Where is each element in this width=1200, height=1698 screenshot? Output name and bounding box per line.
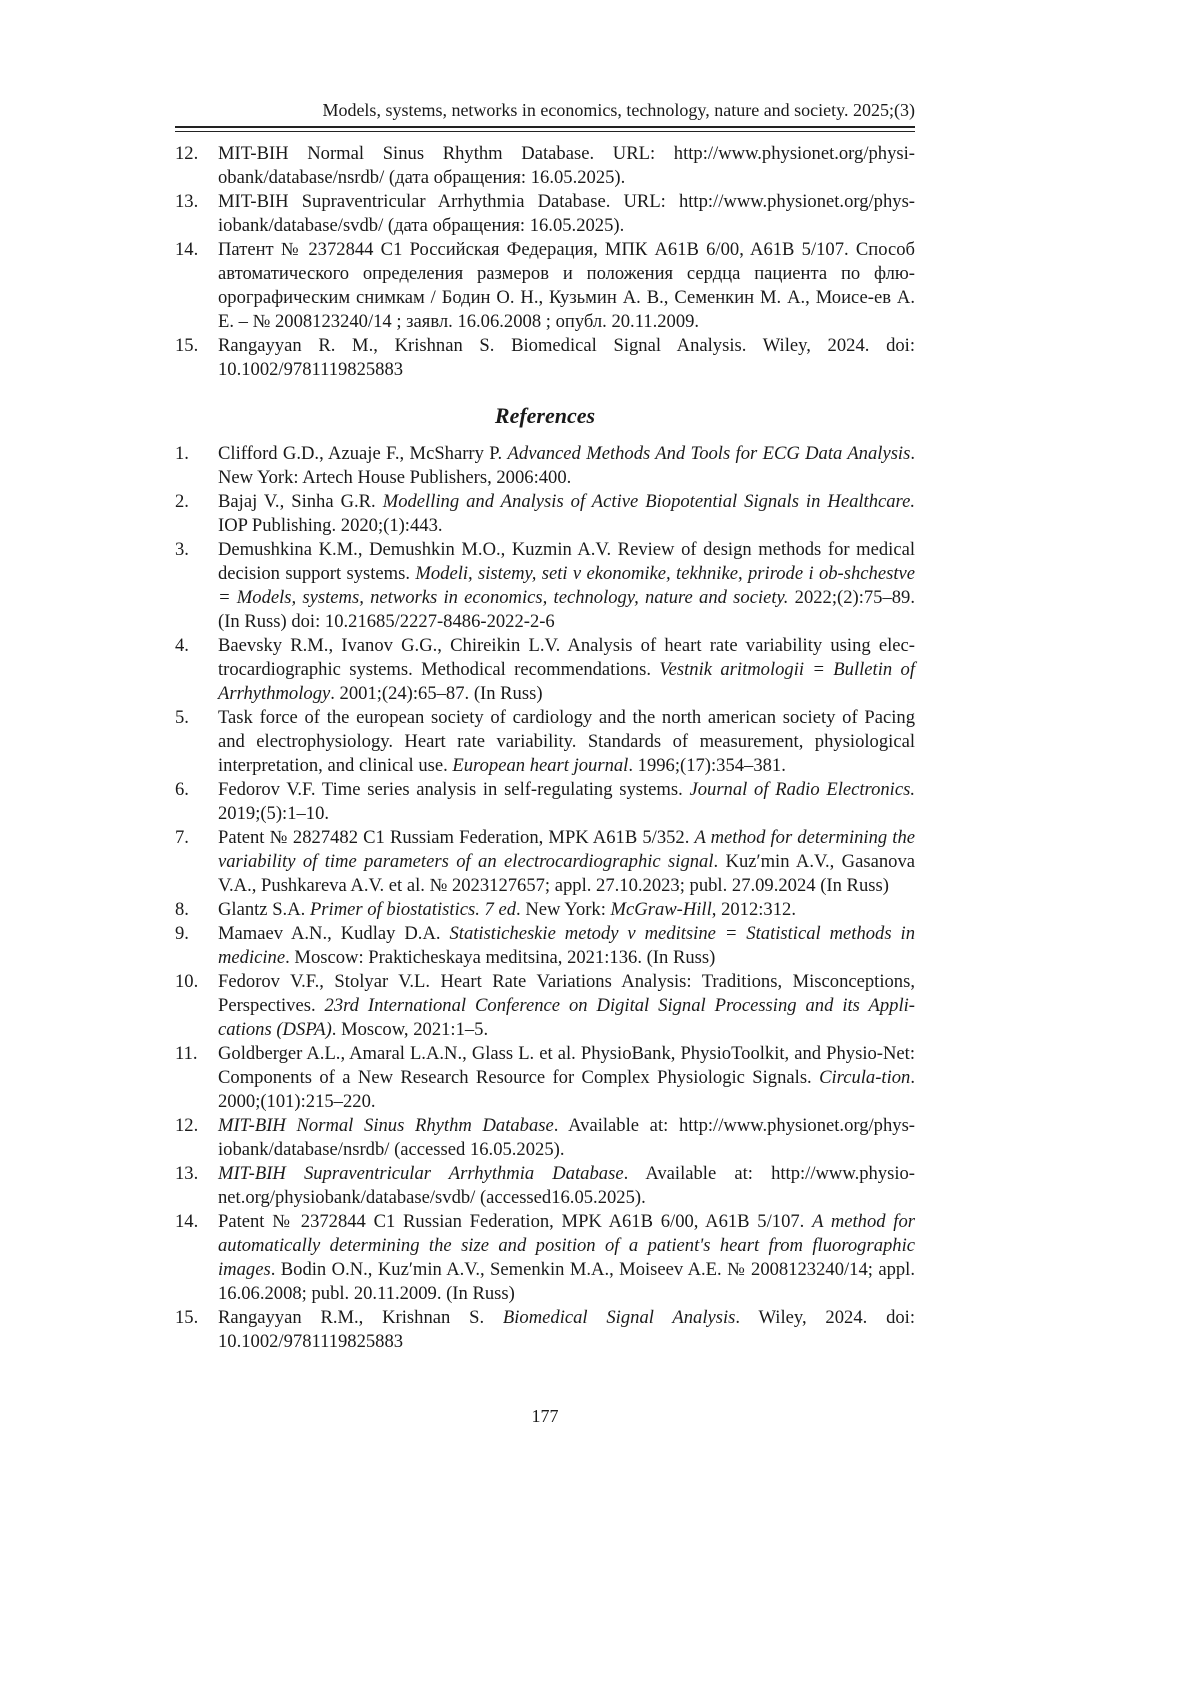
reference-text: Fedorov V.F. Time series analysis in self-regulating systems. xyxy=(218,779,690,800)
reference-title-italic: Vestnik aritmologii = Bulletin of Arrhythmology xyxy=(218,659,915,704)
reference-item xyxy=(175,334,915,382)
reference-text: 2019;(5):1–10. xyxy=(218,803,330,824)
reference-text: . 1996;(17):354–381. xyxy=(628,755,786,776)
reference-title-italic: 23rd International Conference on Digital Signal Processing and its Appli-cations (DSPA) xyxy=(218,995,915,1040)
reference-text: 2022;(2):75–89. (In Russ) doi: 10.21685/2227-8486-2022-2-6 xyxy=(218,587,915,632)
reference-text: Patent № 2372844 C1 Russian Federation, MPK A61B 6/00, A61B 5/107. xyxy=(218,1211,813,1232)
reference-text: MIT-BIH Supraventricular Arrhythmia Database. URL: http://www.physionet.org/phys-iobank/database/svdb/ (дата обращения: 16.05.2025). xyxy=(218,191,915,236)
reference-number: 9. xyxy=(175,923,189,944)
reference-item xyxy=(175,778,915,826)
reference-text: . Bodin O.N., Kuz′min A.V., Semenkin M.A., Moiseev A.E. № 2008123240/14; appl. 16.06.2008; publ. 20.11.2009. (In Russ) xyxy=(218,1259,915,1304)
reference-number: 12. xyxy=(175,1115,199,1136)
reference-text: MIT-BIH Normal Sinus Rhythm Database. URL: http://www.physionet.org/physi-obank/database/nsrdb/ (дата обращения: 16.05.2025). xyxy=(218,143,915,188)
reference-title-italic: European heart journal xyxy=(452,755,629,776)
reference-text: . New York: xyxy=(516,899,611,920)
running-header: Models, systems, networks in economics, technology, nature and society. 2025;(3) xyxy=(322,100,915,120)
reference-text: . 2000;(101):215–220. xyxy=(218,1067,915,1112)
russian-reference-list xyxy=(175,142,915,382)
reference-number: 8. xyxy=(175,899,189,920)
reference-item xyxy=(175,190,915,238)
reference-number: 7. xyxy=(175,827,189,848)
reference-title-italic: Biomedical Signal Analysis xyxy=(502,1307,736,1328)
reference-text: . Wiley, 2024. doi: 10.1002/9781119825883 xyxy=(218,1307,916,1352)
reference-item xyxy=(175,922,915,970)
reference-number: 11. xyxy=(175,1043,198,1064)
reference-title-italic: MIT-BIH Normal Sinus Rhythm Database xyxy=(218,1115,554,1136)
reference-number: 1. xyxy=(175,443,189,464)
reference-text: . Moscow, 2021:1–5. xyxy=(331,1019,489,1040)
reference-item xyxy=(175,1306,915,1354)
reference-item xyxy=(175,1114,915,1162)
reference-item xyxy=(175,898,915,922)
reference-text: Rangayyan R.M., Krishnan S. xyxy=(218,1307,503,1328)
reference-text: Patent № 2827482 C1 Russiam Federation, MPK A61B 5/352. xyxy=(218,827,695,848)
reference-text: , 2012:312. xyxy=(711,899,796,920)
reference-item xyxy=(175,238,915,334)
reference-number: 3. xyxy=(175,539,189,560)
reference-text: Goldberger A.L., Amaral L.A.N., Glass L. et al. PhysioBank, PhysioToolkit, and Physio-Net: Components of a New Research Resource for Complex Physiologic Signals. xyxy=(218,1043,915,1088)
reference-item xyxy=(175,442,915,490)
reference-text: Task force of the european society of cardiology and the north american society of Pacing and electrophysiology. Heart rate variability. Standards of measurement, physiological interpretation, and clinical use. xyxy=(218,707,915,776)
reference-text: Clifford G.D., Azuaje F., McSharry P. xyxy=(218,443,508,464)
reference-text: . 2001;(24):65–87. (In Russ) xyxy=(330,683,543,704)
reference-item xyxy=(175,826,915,898)
reference-title-italic: Modeli, sistemy, seti v ekonomike, tekhnike, prirode i ob-shchestve = Models, systems, networks in economics, technology, nature and society. xyxy=(218,563,915,608)
reference-text: Fedorov V.F., Stolyar V.L. Heart Rate Variations Analysis: Traditions, Misconceptions, Perspectives. xyxy=(218,971,915,1016)
reference-number: 13. xyxy=(175,191,199,212)
header-rule-thick xyxy=(175,126,915,128)
reference-text: Rangayyan R. M., Krishnan S. Biomedical Signal Analysis. Wiley, 2024. doi: 10.1002/9781119825883 xyxy=(218,335,915,380)
reference-title-italic: Journal of Radio Electronics. xyxy=(689,779,915,800)
references-heading: References xyxy=(494,403,596,428)
reference-number: 14. xyxy=(175,239,199,260)
reference-number: 14. xyxy=(175,1211,199,1232)
reference-title-italic: Circula-tion xyxy=(819,1067,911,1088)
reference-text: Baevsky R.M., Ivanov G.G., Chireikin L.V. Analysis of heart rate variability using elec-trocardiographic systems. Methodical recommendations. xyxy=(218,635,915,680)
reference-title-italic: A method for automatically determining the size and position of a patient's heart from fluorographic images xyxy=(218,1211,915,1280)
reference-text: . Moscow: Prakticheskaya meditsina, 2021:136. (In Russ) xyxy=(285,947,716,968)
reference-number: 15. xyxy=(175,335,199,356)
reference-number: 12. xyxy=(175,143,199,164)
reference-title-italic: A method for determining the variability of time parameters of an electrocardiographic signal xyxy=(218,827,915,872)
reference-text: Mamaev A.N., Kudlay D.A. xyxy=(218,923,450,944)
reference-item xyxy=(175,538,915,634)
reference-text: Bajaj V., Sinha G.R. xyxy=(218,491,383,512)
reference-number: 5. xyxy=(175,707,189,728)
reference-number: 13. xyxy=(175,1163,199,1184)
reference-title-italic: Primer of biostatistics. 7 ed xyxy=(309,899,517,920)
reference-title-italic: Modelling and Analysis of Active Biopotential Signals in Healthcare. xyxy=(382,491,915,512)
reference-title-italic: Statisticheskie metody v meditsine = Statistical methods in medicine xyxy=(218,923,915,968)
reference-title-italic: MIT-BIH Supraventricular Arrhythmia Database xyxy=(218,1163,624,1184)
reference-title-italic: McGraw-Hill xyxy=(610,899,712,920)
reference-number: 15. xyxy=(175,1307,199,1328)
reference-number: 10. xyxy=(175,971,199,992)
reference-item xyxy=(175,142,915,190)
header-rule-thin xyxy=(175,131,915,132)
reference-text: . Available at: http://www.physio-net.org/physiobank/database/svdb/ (accessed16.05.2025). xyxy=(218,1163,915,1208)
reference-item xyxy=(175,634,915,706)
reference-text: . New York: Artech House Publishers, 2006:400. xyxy=(218,443,915,488)
reference-text: Патент № 2372844 С1 Российская Федерация, МПК A61B 6/00, A61B 5/107. Способ автоматического определения размеров и положения сердца пациента по флю-орографическим снимкам / Бодин О. Н., Кузьмин А. В., Семенкин М. А., Моисе-ев А. Е. – № 2008123240/14 ; заявл. 16.06.2008 ; опубл. 20.11.2009. xyxy=(218,239,915,332)
english-reference-list xyxy=(175,442,915,1354)
reference-item xyxy=(175,706,915,778)
reference-title-italic: Advanced Methods And Tools for ECG Data Analysis xyxy=(507,443,911,464)
reference-item xyxy=(175,490,915,538)
reference-number: 2. xyxy=(175,491,189,512)
reference-item xyxy=(175,1210,915,1306)
reference-text: . Kuz′min A.V., Gasanova V.A., Pushkareva A.V. et al. № 2023127657; appl. 27.10.2023; publ. 27.09.2024 (In Russ) xyxy=(218,851,915,896)
reference-text: Demushkina K.M., Demushkin M.O., Kuzmin A.V. Review of design methods for medical decision support systems. xyxy=(218,539,915,584)
reference-text: Glantz S.A. xyxy=(218,899,310,920)
reference-item xyxy=(175,1162,915,1210)
reference-item xyxy=(175,970,915,1042)
reference-text: . Available at: http://www.physionet.org/phys-iobank/database/nsrdb/ (accessed 16.05.2025). xyxy=(218,1115,915,1160)
reference-text: IOP Publishing. 2020;(1):443. xyxy=(218,515,443,536)
reference-item xyxy=(175,1042,915,1114)
reference-number: 6. xyxy=(175,779,189,800)
reference-number: 4. xyxy=(175,635,189,656)
page-number: 177 xyxy=(531,1406,559,1426)
